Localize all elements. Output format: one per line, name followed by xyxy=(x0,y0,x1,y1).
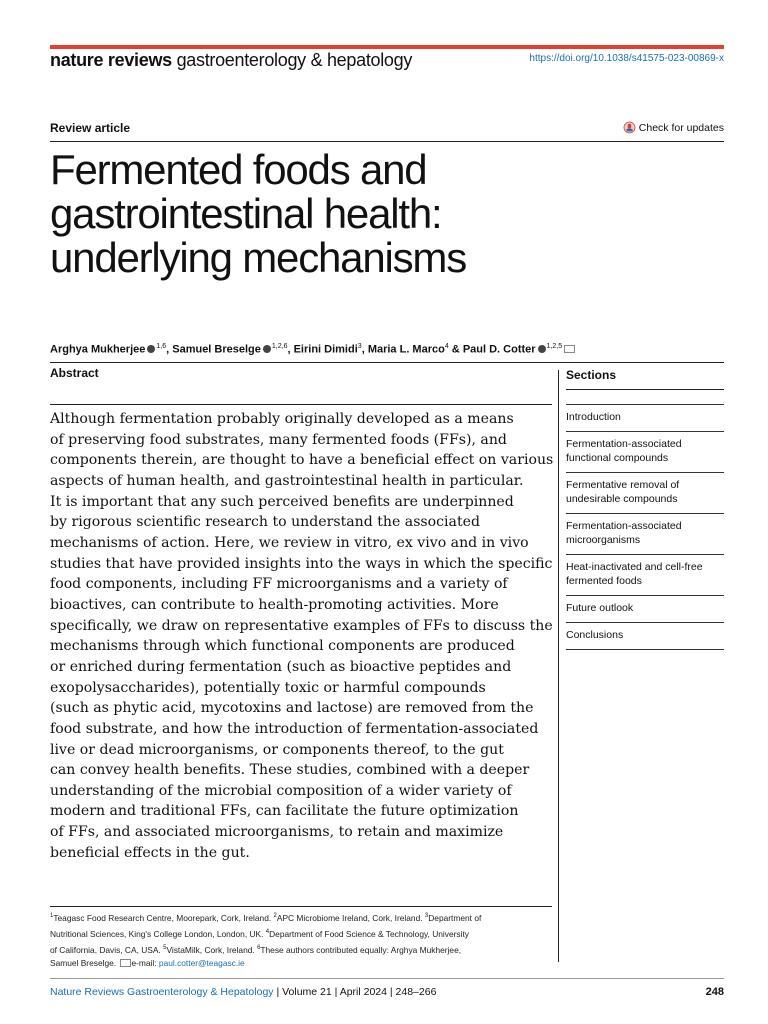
section-link-heat-inactivated-foods[interactable]: Heat-inactivated and cell-free fermented foods xyxy=(566,554,724,595)
abstract-line: mechanisms through which functional components are produced xyxy=(50,638,515,655)
section-link-microorganisms[interactable]: Fermentation-associated microorganisms xyxy=(566,513,724,554)
journal-subtitle: gastroenterology & hepatology xyxy=(176,50,413,70)
abstract-line: components therein, are thought to have a beneficial effect on various xyxy=(50,452,554,469)
abstract-line: food substrate, and how the introduction of fermentation-associated xyxy=(50,720,539,737)
section-link-introduction[interactable]: Introduction xyxy=(566,404,724,431)
footnote-line: of California, Davis, CA, USA. $^5$VistaMilk, Cork, Ireland. $^6$These authors contributed equally: Arghya Mukherjee, xyxy=(50,944,462,955)
author-list xyxy=(50,343,575,356)
title-line: gastrointestinal health: xyxy=(50,190,442,237)
footer-rule xyxy=(50,978,724,979)
doi-link[interactable]: https://doi.org/10.1038/s41575-023-00869-x xyxy=(529,53,724,64)
section-link-functional-compounds[interactable]: Fermentation-associated functional compounds xyxy=(566,431,724,472)
footnote-rule xyxy=(50,906,552,907)
footer-volume-info: Volume 21 | April 2024 | 248–266 xyxy=(282,986,437,998)
section-link-future-outlook[interactable]: Future outlook xyxy=(566,595,724,622)
abstract-line: live or dead microorganisms, or components thereof, to the gut xyxy=(50,741,504,758)
abstract-line: beneficial effects in the gut. xyxy=(50,844,250,861)
footnote-line: Samuel Breselge. e-mail: paul.cotter@teagasc.ie xyxy=(50,958,245,969)
mail-icon[interactable] xyxy=(564,345,575,353)
author-separator: , xyxy=(166,343,173,356)
author-separator: , xyxy=(361,343,368,356)
article-title xyxy=(50,148,710,280)
email-link[interactable]: paul.cotter@teagasc.ie xyxy=(158,958,245,969)
author-name[interactable]: Eirini Dimidi xyxy=(293,343,358,356)
author-name[interactable]: Arghya Mukherjee xyxy=(50,343,146,356)
header-rule xyxy=(50,141,724,142)
abstract-heading: Abstract xyxy=(50,366,99,380)
abstract-line: modern and traditional FFs, can facilitate the future optimization xyxy=(50,803,519,820)
sections-nav xyxy=(566,404,724,650)
author-affiliation: 1,2,5 xyxy=(546,343,563,350)
column-divider xyxy=(558,370,559,962)
abstract-line: food components, including FF microorganisms and a variety of xyxy=(50,576,508,593)
section-link-removal-of-undesirable-compounds[interactable]: Fermentative removal of undesirable compounds xyxy=(566,472,724,513)
footer-citation xyxy=(50,986,436,998)
orcid-icon[interactable] xyxy=(538,345,546,353)
orcid-icon[interactable] xyxy=(147,345,155,353)
journal-brand: nature reviews xyxy=(50,50,172,70)
footnote-line: $^1$Teagasc Food Research Centre, Moorepark, Cork, Ireland. $^2$APC Microbiome Ireland, Cork, Ireland. $^3$Department of xyxy=(50,912,482,923)
check-updates-icon xyxy=(623,121,636,134)
footer-separator: | xyxy=(273,986,283,998)
abstract-line: exopolysaccharides), potentially toxic or harmful compounds xyxy=(50,679,486,696)
author-affiliation: 1,6 xyxy=(156,343,167,350)
check-updates-button[interactable] xyxy=(623,121,724,134)
abstract-line: by rigorous scientific research to understand the associated xyxy=(50,514,480,531)
author-affiliation: 4 xyxy=(444,343,449,350)
abstract-line: can convey health benefits. These studies, combined with a deeper xyxy=(50,762,530,779)
abstract-line: aspects of human health, and gastrointestinal health in particular. xyxy=(50,472,524,489)
abstract-line: understanding of the microbial composition of a wider variety of xyxy=(50,782,512,799)
abstract-line: of preserving food substrates, many fermented foods (FFs), and xyxy=(50,431,507,448)
title-line: underlying mechanisms xyxy=(50,234,467,281)
journal-title xyxy=(50,50,412,71)
abstract-line: bioactives, can contribute to health-promoting activities. More xyxy=(50,596,499,613)
author-affiliation: 1,2,6 xyxy=(271,343,288,350)
author-separator: & xyxy=(448,343,463,356)
author-name[interactable]: Maria L. Marco xyxy=(367,343,445,356)
abstract-line: studies that have provided insights into the ways in which the specific xyxy=(50,555,553,572)
sections-heading: Sections xyxy=(566,368,617,382)
orcid-icon[interactable] xyxy=(263,345,271,353)
abstract-line: or enriched during fermentation (such as bioactive peptides and xyxy=(50,658,512,675)
affiliations-footnote xyxy=(50,909,555,970)
author-name[interactable]: Paul D. Cotter xyxy=(462,343,536,356)
header-accent-rule xyxy=(50,45,724,49)
author-affiliation: 3 xyxy=(357,343,362,350)
sections-rule xyxy=(566,389,724,390)
section-link-conclusions[interactable]: Conclusions xyxy=(566,622,724,650)
abstract-line: It is important that any such perceived benefits are underpinned xyxy=(50,493,514,510)
mail-icon xyxy=(120,959,131,967)
footer-journal-name[interactable]: Nature Reviews Gastroenterology & Hepatology xyxy=(50,986,274,998)
abstract-line: specifically, we draw on representative examples of FFs to discuss the xyxy=(50,617,553,634)
abstract-line: Although fermentation probably originally developed as a means xyxy=(50,411,514,427)
abstract-body xyxy=(50,409,554,863)
abstract-line: (such as phytic acid, mycotoxins and lactose) are removed from the xyxy=(50,700,534,717)
footnote-line: Nutritional Sciences, King's College London, London, UK. $^4$Department of Food Science & Technology, University xyxy=(50,928,469,939)
abstract-line: mechanisms of action. Here, we review in vitro, ex vivo and in vivo xyxy=(50,534,529,551)
author-name[interactable]: Samuel Breselge xyxy=(172,343,261,356)
title-line: Fermented foods and xyxy=(50,146,427,193)
article-type: Review article xyxy=(50,121,131,135)
abstract-rule xyxy=(50,404,552,405)
abstract-line: of FFs, and associated microorganisms, to retain and maximize xyxy=(50,824,504,841)
authors-rule xyxy=(50,362,724,363)
author-separator: , xyxy=(287,343,294,356)
page-number: 248 xyxy=(705,986,724,998)
check-updates-label: Check for updates xyxy=(638,121,724,134)
